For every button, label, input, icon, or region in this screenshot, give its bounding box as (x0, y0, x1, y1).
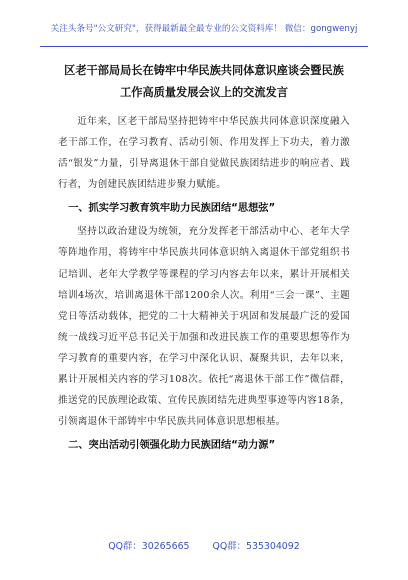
document-title (58, 60, 350, 104)
section-1-paragraph: 坚持以政治建设为统领，充分发挥老干部活动中心、老年大学等阵地作用，将铸牢中华民族共同体意识纳入离退休干部党组织书记培训、老年大学教学等课程的学习内容去年以来，累计开展相关培训4场次，培训离退休干部1200余人次。利用“三会一课”、主题党日等活动载体，把党的二十大精神关于巩固和发展最广泛的爱国统一战线习近平总书记关于加强和改进民族工作的重要思想等作为学习教育的重要内容，在学习中深化认识、凝聚共识，去年以来，累计开展相关内容的学习108次。依托“离退休干部工作”微信群，推送党的民族理论政策、宣传民族团结先进典型事迹等内容18条，引领离退休干部铸牢中华民族共同体意识思想根基。 (58, 226, 350, 428)
footer-qq-group-2: QQ群：535304092 (212, 541, 300, 552)
intro-paragraph: 近年来，区老干部局坚持把铸牢中华民族共同体意识深度融入老干部工作，在学习教育、活动引领、作用发挥上下功夫，着力激活“银发”力量，引导离退休干部自觉做民族团结进步的响应者、践行者，为创建民族团结进步聚力赋能。 (58, 116, 350, 191)
section-1-heading: 一、抓实学习教育筑牢助力民族团结“思想弦” (68, 203, 276, 215)
header-divider (40, 46, 368, 47)
document-title-line-1: 区老干部局局长在铸牢中华民族共同体意识座谈会暨民族 (64, 64, 344, 77)
document-body (58, 60, 350, 458)
header-banner: 关注头条号"公文研究"，获得最新最全最专业的公文资料库！ 微信：gongwenyj (50, 24, 358, 34)
footer-qq-group-1: QQ群：30265665 (108, 541, 190, 552)
section-2-heading: 二、突出活动引领强化助力民族团结“动力源” (68, 440, 276, 452)
footer-contact (0, 538, 408, 556)
document-title-line-2: 工作高质量发展会议上的交流发言 (120, 86, 288, 99)
